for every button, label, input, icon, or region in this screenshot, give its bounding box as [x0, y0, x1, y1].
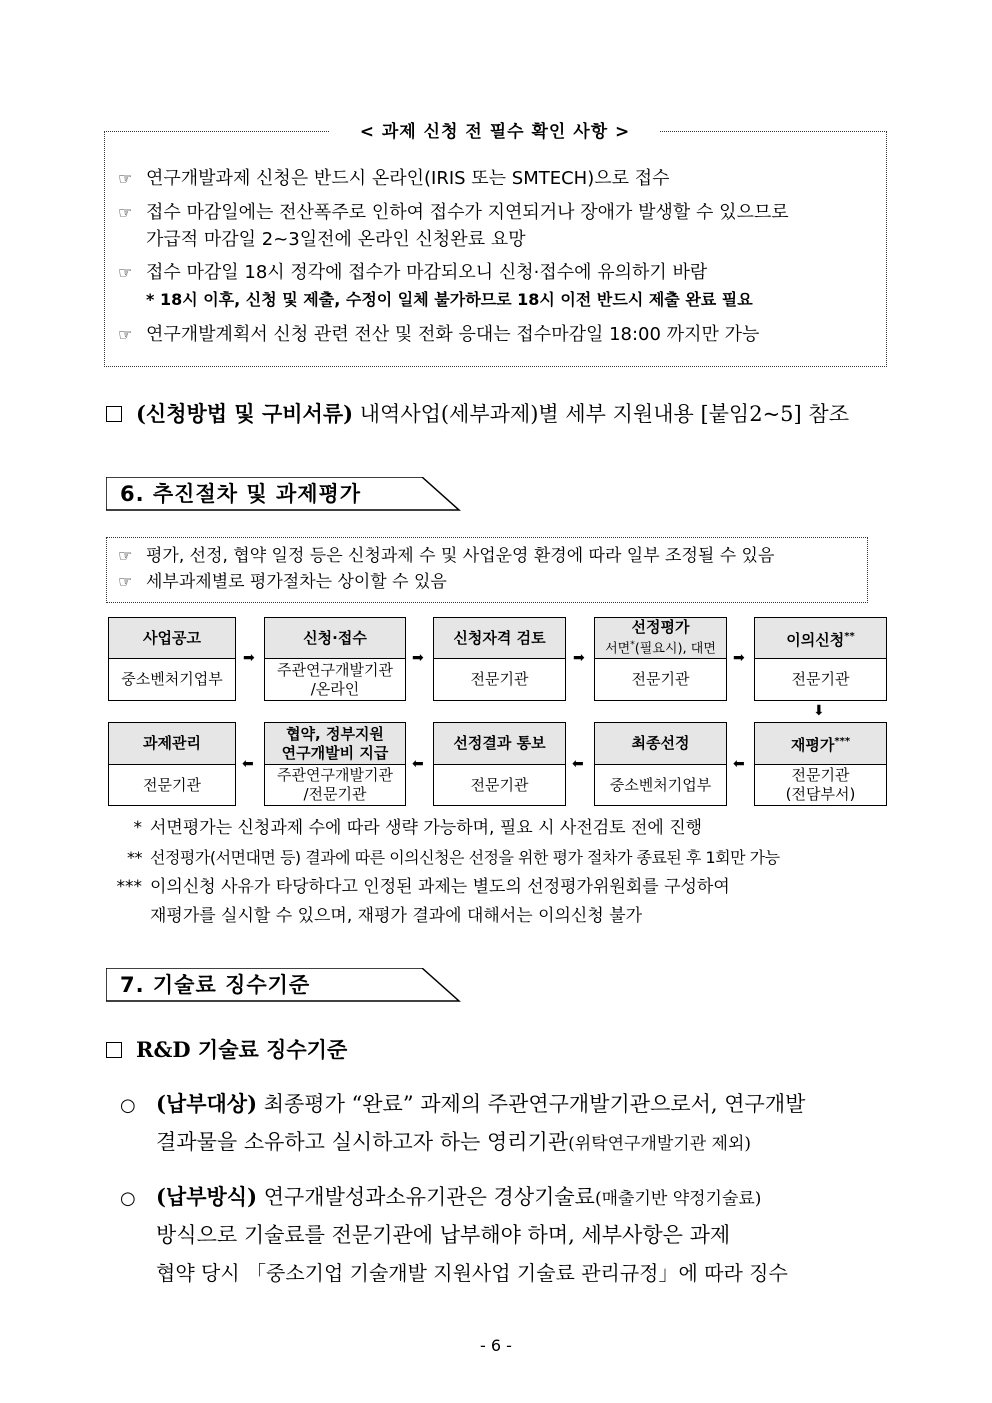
flow-step-final-selection: 최종선정	[594, 722, 727, 765]
flow-step-re-evaluation: 재평가***	[754, 722, 887, 765]
flow-step-selection-evaluation: 선정평가 서면*(필요시), 대면	[594, 617, 727, 659]
flow-step-application: 신청·접수	[264, 617, 406, 659]
checkbox-square-icon	[106, 406, 122, 422]
arrow-right-icon: ➡	[412, 650, 424, 666]
pointing-hand-icon: ☞	[118, 546, 133, 565]
checkbox-square-icon	[106, 1042, 122, 1058]
flow-step-project-management: 과제관리	[108, 722, 236, 765]
flow-owner: 주관연구개발기관 /전문기관	[264, 764, 406, 806]
payment-target-line-1: ○ (납부대상) 최종평가 “완료” 과제의 주관연구개발기관으로서, 연구개발	[120, 1085, 805, 1125]
pointing-hand-icon: ☞	[118, 572, 133, 591]
notice-item-4: ☞ 연구개발계획서 신청 관련 전산 및 전화 응대는 접수마감일 18:00 까지만 가능	[118, 322, 759, 348]
procedure-info-1: ☞ 평가, 선정, 협약 일정 등은 신청과제 수 및 사업운영 환경에 따라 일부 조정될 수 있음	[118, 543, 774, 569]
royalty-criteria-title: R&D 기술료 징수기준	[106, 1035, 347, 1065]
flow-step-result-notice: 선정결과 통보	[433, 722, 566, 765]
flow-owner: 중소벤처기업부	[594, 764, 727, 806]
notice-item-2: ☞ 접수 마감일에는 전산폭주로 인하여 접수가 지연되거나 장애가 발생할 수 있으므로	[118, 200, 789, 226]
circle-bullet-icon: ○	[120, 1095, 136, 1116]
flow-owner: 전문기관	[108, 764, 236, 806]
pointing-hand-icon: ☞	[118, 263, 133, 282]
notice-item-1: ☞ 연구개발과제 신청은 반드시 온라인(IRIS 또는 SMTECH)으로 접수	[118, 166, 670, 192]
arrow-right-icon: ➡	[573, 650, 585, 666]
flow-owner: 중소벤처기업부	[108, 658, 236, 701]
footnote-1: * 서면평가는 신청과제 수에 따라 생략 가능하며, 필요 시 사전검토 전에 진행	[133, 818, 703, 838]
notice-title: < 과제 신청 전 필수 확인 사항 >	[330, 119, 660, 145]
arrow-right-icon: ➡	[243, 650, 255, 666]
payment-method-line-3: 협약 당시 「중소기업 기술개발 지원사업 기술료 관리규정」에 따라 징수	[156, 1261, 788, 1285]
circle-bullet-icon: ○	[120, 1188, 136, 1209]
pointing-hand-icon: ☞	[118, 203, 133, 222]
flow-step-eligibility-review: 신청자격 검토	[433, 617, 566, 659]
arrow-left-icon: ⬅	[733, 756, 745, 772]
footnote-3-cont: 재평가를 실시할 수 있으며, 재평가 결과에 대해서는 이의신청 불가	[150, 906, 643, 926]
procedure-info-2: ☞ 세부과제별로 평가절차는 상이할 수 있음	[118, 569, 447, 595]
arrow-right-icon: ➡	[733, 650, 745, 666]
flow-owner: 전문기관	[594, 658, 727, 701]
arrow-left-icon: ⬅	[412, 756, 424, 772]
payment-method-line-1: ○ (납부방식) 연구개발성과소유기관은 경상기술료(매출기반 약정기술료)	[120, 1178, 761, 1218]
flow-step-announcement: 사업공고	[108, 617, 236, 659]
arrow-down-icon: ⬇	[813, 703, 825, 719]
application-method: (신청방법 및 구비서류) 내역사업(세부과제)별 세부 지원내용 [붙임2~5] 참조	[106, 399, 849, 429]
section-7-heading: 7. 기술료 징수기준	[106, 968, 461, 1002]
flow-owner: 전문기관	[433, 658, 566, 701]
flow-owner: 전문기관 (전담부서)	[754, 764, 887, 806]
notice-item-3: ☞ 접수 마감일 18시 정각에 접수가 마감되오니 신청·접수에 유의하기 바람	[118, 260, 707, 286]
arrow-left-icon: ⬅	[242, 756, 254, 772]
pointing-hand-icon: ☞	[118, 325, 133, 344]
arrow-left-icon: ⬅	[572, 756, 584, 772]
flow-owner: 전문기관	[433, 764, 566, 806]
footnote-3: *** 이의신청 사유가 타당하다고 인정된 과제는 별도의 선정평가위원회를 구성하여	[116, 877, 730, 897]
page-number: - 6 -	[480, 1336, 512, 1355]
section-6-heading: 6. 추진절차 및 과제평가	[106, 477, 461, 511]
flow-step-agreement-funding: 협약, 정부지원 연구개발비 지급	[264, 722, 406, 765]
payment-target-line-2: 결과물을 소유하고 실시하고자 하는 영리기관(위탁연구개발기관 제외)	[156, 1130, 752, 1154]
notice-item-2-cont: 가급적 마감일 2~3일전에 온라인 신청완료 요망	[146, 229, 526, 250]
notice-subnote: * 18시 이후, 신청 및 제출, 수정이 일체 불가하므로 18시 이전 반드시 제출 완료 필요	[146, 290, 753, 309]
pointing-hand-icon: ☞	[118, 169, 133, 188]
payment-method-line-2: 방식으로 기술료를 전문기관에 납부해야 하며, 세부사항은 과제	[156, 1223, 731, 1247]
footnote-2: ** 선정평가(서면대면 등) 결과에 따른 이의신청은 선정을 위한 평가 절차가 종료된 후 1회만 가능	[127, 848, 780, 867]
flow-owner: 주관연구개발기관 /온라인	[264, 658, 406, 701]
flow-owner: 전문기관	[754, 658, 887, 701]
flow-step-objection: 이의신청**	[754, 617, 887, 659]
